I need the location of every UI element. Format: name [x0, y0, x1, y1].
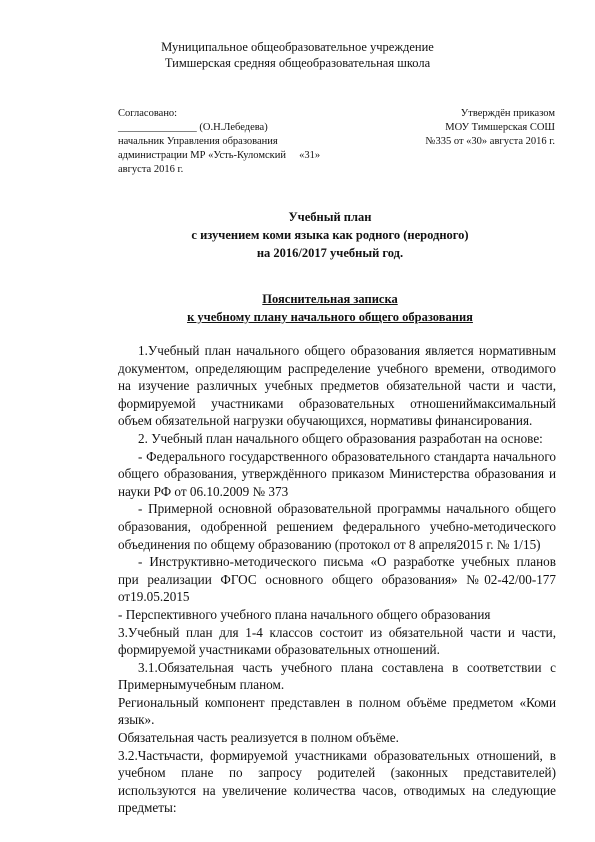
- plan-title-line3: на 2016/2017 учебный год.: [256, 246, 404, 260]
- approved-school: МОУ Тимшерская СОШ: [445, 122, 555, 133]
- approved-order: Утверждён приказом: [460, 108, 555, 119]
- plan-title-line1: Учебный план: [288, 210, 372, 224]
- paragraph-3: - Федерального государственного образовательного стандарта начального общего образования, утверждённого приказом Министерства образования и науки РФ от 06.10.2009 № 373: [118, 448, 556, 499]
- plan-title-line2: с изучением коми языка как родного (неродного): [191, 228, 469, 242]
- paragraph-8: 3.1.Обязательная часть учебного плана составлена в соответствии с Примернымучебным планом.: [118, 659, 556, 693]
- paragraph-1: 1.Учебный план начального общего образования является нормативным документом, определяющим распределение учебного времени, отводимого на изучение различных учебных предметов обязательной части и части, формируемой участниками образовательных отношениймаксимальный объем обязательной нагрузки обучающихся, нормативы финансирования.: [118, 343, 556, 429]
- agreed-label: Согласовано:: [118, 108, 178, 119]
- paragraph-4: - Примерной основной образовательной программы начального общего образования, одобренной решением федерального учебно-методического объединения по общему образованию (протокол от 8 апреля2015 г. № 1/15): [118, 501, 556, 552]
- paragraph-5: - Инструктивно-методического письма «О разработке учебных планов при реализации ФГОС основного общего образования» №02-42/00-177 от19.05.2015: [118, 554, 556, 605]
- agreed-position: начальник Управления образования: [118, 136, 278, 147]
- paragraph-2: 2. Учебный план начального общего образования разработан на основе:: [138, 430, 543, 446]
- paragraph-6: - Перспективного учебного плана начального общего образования: [118, 606, 491, 622]
- paragraph-9: Региональный компонент представлен в полном объёме предметом «Коми язык».: [118, 694, 556, 728]
- paragraph-7: 3.Учебный план для 1-4 классов состоит из обязательной части и части, формируемой участниками образовательных отношений.: [118, 624, 556, 658]
- agreed-signature-line: _______________ (О.Н.Лебедева): [118, 122, 268, 133]
- approved-order-number: №335 от «30» августа 2016 г.: [425, 136, 555, 147]
- agreed-date: августа 2016 г.: [118, 164, 184, 175]
- school-header-line1: Муниципальное общеобразовательное учреждение: [161, 40, 434, 54]
- school-header-line2: Тимшерская средняя общеобразовательная школа: [164, 56, 431, 70]
- agreed-administration: администрации МР «Усть-Куломский «31»: [118, 150, 321, 161]
- paragraph-11: 3.2.Частьчасти, формируемой участниками образовательных отношений, в учебном плане по запросу родителей (законных представителей) используются на увеличение количества часов, отводимых на следующие предметы:: [118, 747, 556, 816]
- paragraph-10: Обязательная часть реализуется в полном объёме.: [118, 730, 399, 746]
- note-body: [118, 342, 556, 817]
- note-title-line2: к учебному плану начального общего образования: [187, 310, 473, 324]
- note-title-line1: Пояснительная записка: [262, 292, 398, 306]
